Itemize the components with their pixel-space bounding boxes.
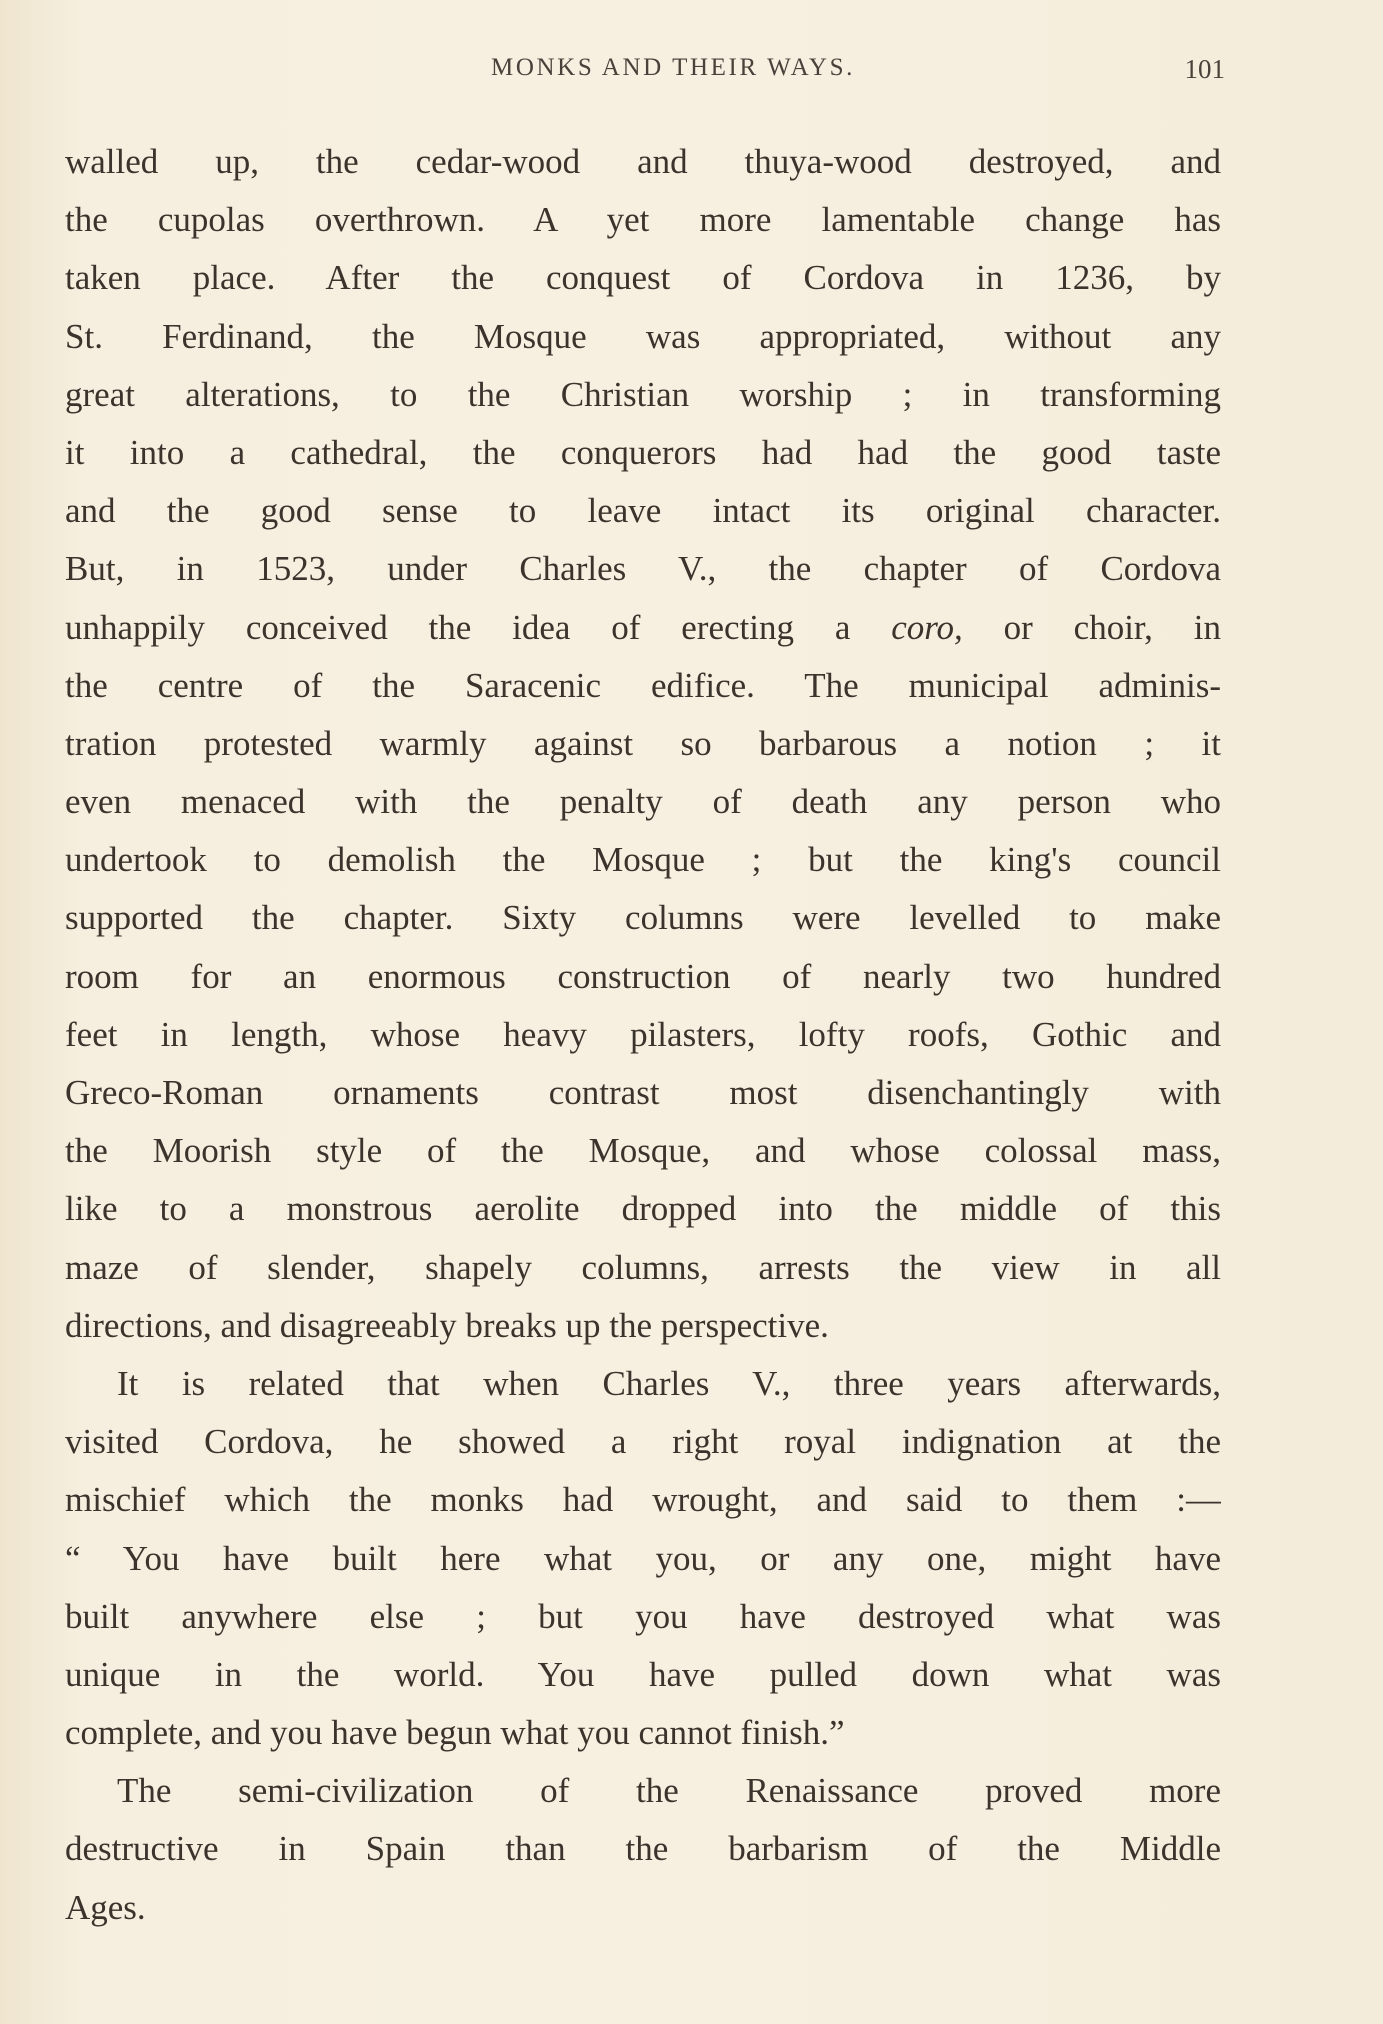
text-line: great alterations, to the Christian worship ; in transforming xyxy=(65,374,1221,414)
text-line: built anywhere else ; but you have destroyed what was xyxy=(65,1596,1221,1636)
text-line: even menaced with the penalty of death any person who xyxy=(65,782,1221,822)
text-line: the Moorish style of the Mosque, and whose colossal mass, xyxy=(65,1131,1221,1171)
text-line xyxy=(65,599,1221,657)
text-line: taken place. After the conquest of Cordova in 1236, by xyxy=(65,258,1221,298)
text-line: St. Ferdinand, the Mosque was appropriated, without any xyxy=(65,316,1221,356)
text-line: like to a monstrous aerolite dropped into the middle of this xyxy=(65,1189,1221,1229)
text-line: visited Cordova, he showed a right royal indignation at the xyxy=(65,1422,1221,1462)
text-line: destructive in Spain than the barbarism of the Middle xyxy=(65,1829,1221,1869)
text-line: mischief which the monks had wrought, and said to them :— xyxy=(65,1480,1221,1520)
text-line: feet in length, whose heavy pilasters, lofty roofs, Gothic and xyxy=(65,1014,1221,1054)
text-line: complete, and you have begun what you cannot finish.” xyxy=(65,1713,845,1753)
text-line: It is related that when Charles V., three years afterwards, xyxy=(117,1363,1221,1403)
text-line: The semi-civilization of the Renaissance proved more xyxy=(117,1771,1221,1811)
text-line: the centre of the Saracenic edifice. The municipal adminis- xyxy=(65,665,1221,705)
body-text xyxy=(65,133,1221,1937)
text-line: maze of slender, shapely columns, arrests the view in all xyxy=(65,1247,1221,1287)
text-line: unique in the world. You have pulled down what was xyxy=(65,1654,1221,1694)
text-line: it into a cathedral, the conquerors had had the good taste xyxy=(65,432,1221,472)
text-line: and the good sense to leave intact its original character. xyxy=(65,491,1221,531)
running-title: MONKS AND THEIR WAYS. xyxy=(491,54,855,81)
text-line: supported the chapter. Sixty columns were levelled to make xyxy=(65,898,1221,938)
text-line: the cupolas overthrown. A yet more lamentable change has xyxy=(65,200,1221,240)
text-line: undertook to demolish the Mosque ; but the king's council xyxy=(65,840,1221,880)
text-line: Greco-Roman ornaments contrast most disenchantingly with xyxy=(65,1073,1221,1112)
text-segment: unhappily conceived the idea of erecting a xyxy=(65,607,892,647)
text-segment: or choir, in xyxy=(962,607,1221,647)
italic-term-coro: coro, xyxy=(891,607,963,647)
text-line: room for an enormous construction of nearly two hundred xyxy=(65,956,1221,996)
text-line: Ages. xyxy=(65,1887,146,1927)
text-line: walled up, the cedar-wood and thuya-wood destroyed, and xyxy=(65,142,1221,181)
text-line: tration protested warmly against so barbarous a notion ; it xyxy=(65,723,1221,763)
page-number: 101 xyxy=(1184,54,1225,84)
text-line: But, in 1523, under Charles V., the chapter of Cordova xyxy=(65,549,1221,589)
text-line: “ You have built here what you, or any one, might have xyxy=(65,1538,1221,1578)
running-head xyxy=(0,54,1383,94)
text-line: directions, and disagreeably breaks up the perspective. xyxy=(65,1305,829,1345)
